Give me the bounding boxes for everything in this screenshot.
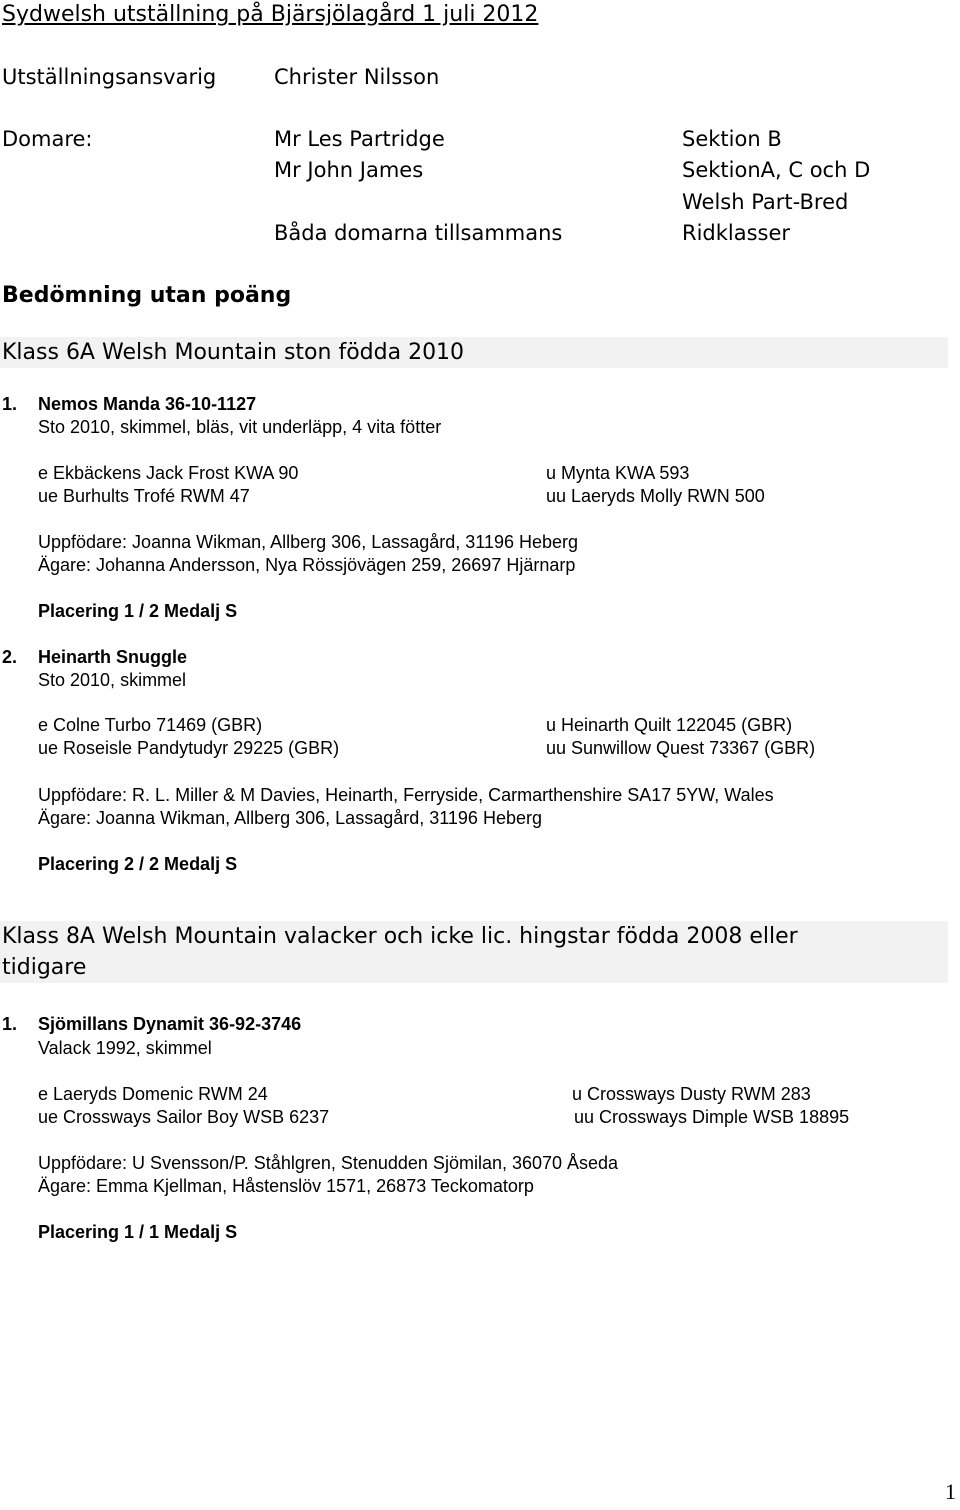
entry-owner: Ägare: Joanna Wikman, Allberg 306, Lassagård, 31196 Heberg bbox=[38, 808, 542, 828]
entry-breeder: Uppfödare: U Svensson/P. Ståhlgren, Stenudden Sjömilan, 36070 Åseda bbox=[38, 1153, 619, 1173]
entry-number: 1. bbox=[2, 394, 18, 414]
entry-dam-dam: uu Crossways Dimple WSB 18895 bbox=[574, 1107, 850, 1127]
class-heading-bar bbox=[0, 337, 948, 368]
judge-name: Båda domarna tillsammans bbox=[274, 221, 563, 245]
entry-placing: Placering 2 / 2 Medalj S bbox=[38, 854, 238, 874]
judge-section: SektionA, C och D bbox=[682, 158, 871, 182]
entry-placing: Placering 1 / 2 Medalj S bbox=[38, 601, 238, 621]
entry-dam: u Heinarth Quilt 122045 (GBR) bbox=[546, 715, 793, 735]
entry-breeder: Uppfödare: Joanna Wikman, Allberg 306, Lassagård, 31196 Heberg bbox=[38, 532, 579, 552]
page-number: 1 bbox=[945, 1479, 956, 1504]
page-title: Sydwelsh utställning på Bjärsjölagård 1 juli 2012 bbox=[2, 2, 539, 27]
judge-name: Mr Les Partridge bbox=[274, 127, 445, 151]
entry-placing: Placering 1 / 1 Medalj S bbox=[38, 1222, 238, 1242]
entry-sire: e Ekbäckens Jack Frost KWA 90 bbox=[38, 463, 299, 483]
entry-dam: u Mynta KWA 593 bbox=[546, 463, 690, 483]
entry-sire-sire: ue Roseisle Pandytudyr 29225 (GBR) bbox=[38, 738, 340, 758]
entry-name: Heinarth Snuggle bbox=[38, 647, 188, 667]
entry-description: Sto 2010, skimmel, bläs, vit underläpp, 4 vita fötter bbox=[38, 417, 442, 437]
entry-name: Sjömillans Dynamit 36-92-3746 bbox=[38, 1014, 302, 1034]
entry-description: Sto 2010, skimmel bbox=[38, 670, 187, 690]
entry-sire: e Colne Turbo 71469 (GBR) bbox=[38, 715, 263, 735]
entry-dam-dam: uu Laeryds Molly RWN 500 bbox=[546, 486, 765, 506]
judge-section: Ridklasser bbox=[682, 221, 791, 245]
judge-section: Welsh Part-Bred bbox=[682, 190, 849, 214]
class-heading: Klass 6A Welsh Mountain ston födda 2010 bbox=[2, 340, 465, 365]
judges-label: Domare: bbox=[2, 127, 93, 151]
entry-owner: Ägare: Johanna Andersson, Nya Rössjövägen 259, 26697 Hjärnarp bbox=[38, 555, 576, 575]
class-heading-line: tidigare bbox=[2, 955, 87, 980]
entry-sire-sire: ue Burhults Trofé RWM 47 bbox=[38, 486, 250, 506]
entry-owner: Ägare: Emma Kjellman, Håstenslöv 1571, 26873 Teckomatorp bbox=[38, 1176, 534, 1196]
entry-breeder: Uppfödare: R. L. Miller & M Davies, Heinarth, Ferryside, Carmarthenshire SA17 5YW, Wales bbox=[38, 785, 774, 805]
organizer-name: Christer Nilsson bbox=[274, 65, 440, 89]
entry-sire-sire: ue Crossways Sailor Boy WSB 6237 bbox=[38, 1107, 330, 1127]
class-heading-bar bbox=[0, 921, 948, 983]
judge-section: Sektion B bbox=[682, 127, 782, 151]
judging-note: Bedömning utan poäng bbox=[2, 283, 292, 308]
entry-number: 2. bbox=[2, 647, 18, 667]
organizer-label: Utställningsansvarig bbox=[2, 65, 217, 89]
judge-name: Mr John James bbox=[274, 158, 424, 182]
class-heading-line: Klass 8A Welsh Mountain valacker och icke lic. hingstar födda 2008 eller bbox=[2, 924, 798, 949]
entry-number: 1. bbox=[2, 1014, 18, 1034]
entry-sire: e Laeryds Domenic RWM 24 bbox=[38, 1084, 268, 1104]
entry-dam-dam: uu Sunwillow Quest 73367 (GBR) bbox=[546, 738, 816, 758]
entry-dam: u Crossways Dusty RWM 283 bbox=[572, 1084, 811, 1104]
entry-description: Valack 1992, skimmel bbox=[38, 1038, 212, 1058]
entry-name: Nemos Manda 36-10-1127 bbox=[38, 394, 257, 414]
